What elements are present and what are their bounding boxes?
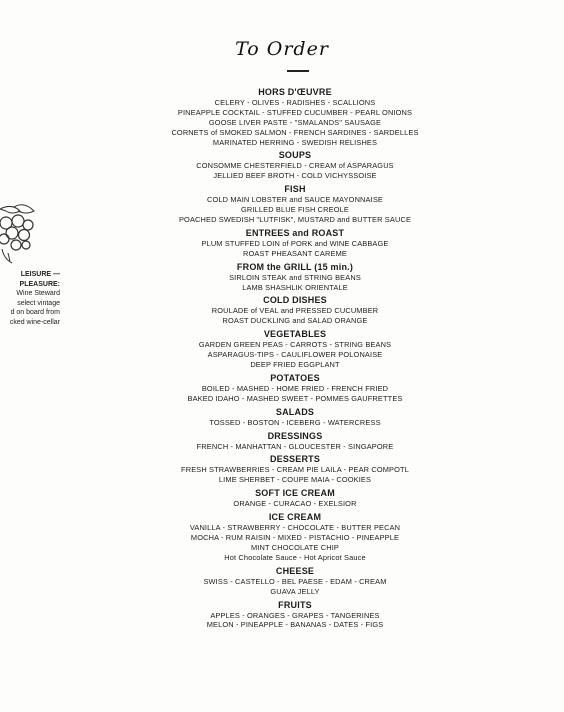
menu-section: [150, 599, 440, 631]
menu-item-line: APPLES - ORANGES - GRAPES - TANGERINES: [210, 610, 380, 620]
menu-section: [150, 328, 440, 370]
section-heading: SOFT ICE CREAM: [255, 488, 335, 499]
menu-item-line: GRILLED BLUE FISH CREOLE: [241, 205, 349, 215]
wine-note-line: cked wine-cellar: [9, 318, 60, 326]
menu-item-line: VANILLA - STRAWBERRY - CHOCOLATE - BUTTER PECAN: [189, 523, 401, 533]
menu-section: [150, 86, 440, 147]
section-heading: CHEESE: [275, 565, 315, 576]
section-heading: FRUITS: [278, 599, 312, 610]
section-heading: VEGETABLES: [263, 329, 327, 340]
section-heading: ICE CREAM: [268, 512, 322, 523]
wine-note: [0, 270, 60, 328]
menu-item-line: ROAST PHEASANT CAREME: [243, 248, 347, 258]
menu-item-line: LAMB SHASHLIK ORIENTALE: [242, 282, 348, 292]
section-heading: HORS D'ŒUVRE: [258, 87, 332, 97]
menu-section: [150, 227, 440, 259]
menu-section: [150, 261, 440, 293]
menu-section: [150, 565, 440, 597]
menu-section: [150, 430, 440, 452]
menu-item-line: MINT CHOCOLATE CHIP: [251, 542, 339, 552]
menu-item-line: GUAVA JELLY: [270, 586, 320, 596]
menu-item-line: JELLIED BEEF BROTH - COLD VICHYSSOISE: [213, 171, 377, 181]
menu-item-line: MARINATED HERRING - SWEDISH RELISHES: [212, 137, 378, 147]
menu-item-line: MOCHA - RUM RAISIN - MIXED - PISTACHIO - PINEAPPLE: [190, 533, 400, 543]
menu-item-line: SWISS - CASTELLO - BEL PAESE - EDAM - CREAM: [203, 576, 387, 586]
menu-item-line: ROULADE of VEAL and PRESSED CUCUMBER: [211, 306, 379, 316]
section-heading: ENTREES and ROAST: [245, 227, 345, 238]
grapes-illustration: [0, 203, 36, 265]
menu-item-line: BAKED IDAHO - MASHED SWEET - POMMES GAUFRETTES: [187, 393, 403, 403]
menu-item-line: CELERY - OLIVES - RADISHES - SCALLIONS: [214, 98, 376, 107]
menu-section: [150, 406, 440, 428]
menu-item-line: CONSOMME CHESTERFIELD - CREAM of ASPARAGUS: [196, 161, 394, 171]
menu-section: [150, 294, 440, 326]
menu-section: [150, 511, 440, 563]
menu-section: [150, 372, 440, 404]
section-heading: DRESSINGS: [267, 430, 323, 441]
section-heading: DESSERTS: [269, 454, 321, 465]
wine-note-line: d on board from: [10, 309, 60, 317]
menu-item-line: LIME SHERBET - COUPE MAIA - COOKIES: [218, 475, 372, 485]
menu-section: [150, 453, 440, 485]
title-underline: [287, 70, 309, 72]
menu-item-line: MELON - PINEAPPLE - BANANAS - DATES - FIGS: [206, 620, 384, 630]
menu-item-line: GARDEN GREEN PEAS - CARROTS - STRING BEANS: [198, 340, 392, 350]
wine-note-line: select vintage: [17, 299, 60, 307]
menu-item-line: TOSSED - BOSTON - ICEBERG - WATERCRESS: [209, 417, 381, 427]
menu-section: [150, 149, 440, 181]
menu-sections: [150, 84, 440, 630]
section-heading: COLD DISHES: [263, 295, 327, 306]
menu-item-line: GOOSE LIVER PASTE - "SMALANDS" SAUSAGE: [208, 117, 382, 127]
menu-item-line: PLUM STUFFED LOIN of PORK and WINE CABBAGE: [201, 238, 389, 248]
section-heading: FISH: [284, 184, 306, 195]
section-heading: SALADS: [275, 406, 315, 417]
section-heading: POTATOES: [270, 372, 320, 383]
wine-note-line: Wine Steward: [16, 290, 60, 298]
menu-item-line: DEEP FRIED EGGPLANT: [250, 360, 340, 370]
menu-item-line: ASPARAGUS-TIPS - CAULIFLOWER POLONAISE: [207, 350, 383, 360]
menu-section: [150, 183, 440, 225]
menu-title: To Order: [235, 38, 329, 60]
menu-item-line: POACHED SWEDISH "LUTFISK", MUSTARD and BUTTER SAUCE: [178, 215, 412, 225]
wine-note-line: PLEASURE:: [19, 280, 60, 288]
menu-item-line: PINEAPPLE COCKTAIL - STUFFED CUCUMBER - PEARL ONIONS: [177, 107, 413, 117]
menu-item-line: SIRLOIN STEAK and STRING BEANS: [229, 272, 361, 282]
wine-note-line: LEISURE —: [20, 271, 60, 278]
menu-section: [150, 487, 440, 509]
section-heading: FROM the GRILL (15 min.): [236, 261, 354, 272]
menu-item-line: CORNETS of SMOKED SALMON - FRENCH SARDINES - SARDELLES: [171, 127, 419, 137]
menu-item-line: BOILED - MASHED - HOME FRIED - FRENCH FRIED: [201, 383, 389, 393]
menu-item-line: Hot Chocolate Sauce - Hot Apricot Sauce: [224, 552, 366, 562]
menu-item-line: FRESH STRAWBERRIES - CREAM PIE LAILA - PEAR COMPOTL: [181, 465, 409, 475]
menu-item-line: COLD MAIN LOBSTER and SAUCE MAYONNAISE: [206, 195, 383, 205]
section-heading: SOUPS: [278, 150, 312, 161]
menu-item-line: ROAST DUCKLING and SALAD ORANGE: [222, 316, 368, 326]
menu-item-line: ORANGE - CURACAO - EXELSIOR: [233, 499, 357, 509]
menu-item-line: FRENCH - MANHATTAN - GLOUCESTER - SINGAPORE: [196, 441, 394, 451]
